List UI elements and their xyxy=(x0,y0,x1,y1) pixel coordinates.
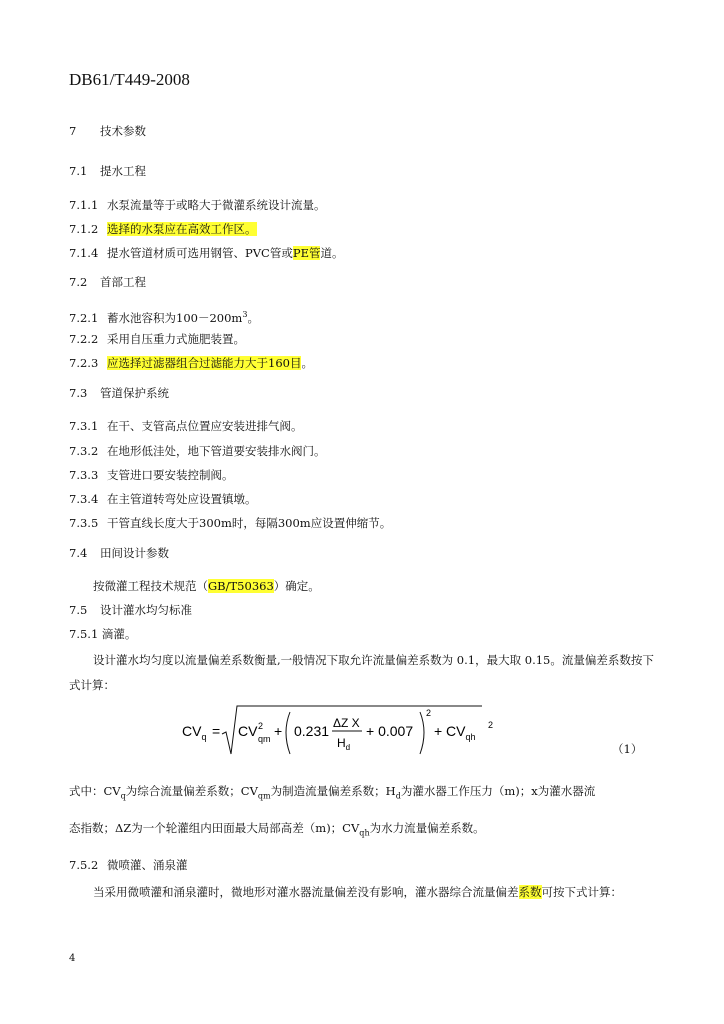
section-7-2-2: 7.2.2 采用自压重力式施肥装置。 xyxy=(69,332,245,346)
section-7-1-4: 7.1.4 提水管道材质可选用钢管、PVC管或PE管道。 xyxy=(69,246,344,260)
formula-1 xyxy=(182,700,502,760)
formula-outer-sup: 2 xyxy=(426,708,432,718)
section-7-3-2: 7.3.2 在地形低洼处，地下管道要安装排水阀门。 xyxy=(69,444,326,458)
section-7-3: 7.3 管道保护系统 xyxy=(69,386,169,400)
formula-plus-2: + xyxy=(434,723,443,739)
section-7-3-3: 7.3.3 支管进口要安装控制阀。 xyxy=(69,468,234,482)
section-7-5-2: 7.5.2 微喷灌、涌泉灌 xyxy=(69,858,188,872)
formula-lhs: $CV_q$ xyxy=(182,723,207,742)
section-7-4: 7.4 田间设计参数 xyxy=(69,546,169,560)
section-7-2-3: 7.2.3 应选择过滤器组合过滤能力大于160目。 xyxy=(69,356,313,370)
highlight: 应选择过滤器组合过滤能力大于160目 xyxy=(107,356,302,370)
document-code: DB61/T449-2008 xyxy=(69,70,190,89)
formula-cvqm-sub: qm xyxy=(258,734,271,744)
section-7-5-1-body: 设计灌水均匀度以流量偏差系数衡量,一般情况下取允许流量偏差系数为 0.1，最大取 0.15。流量偏差系数按下式计算： xyxy=(69,653,654,692)
formula-equals: = xyxy=(212,723,221,739)
section-7: 7 技术参数 xyxy=(69,124,146,138)
highlight: GB/T50363 xyxy=(208,579,274,593)
formula-const: + 0.007 xyxy=(366,723,414,739)
formula-numerator: ΔZ X xyxy=(333,716,360,730)
section-7-3-5: 7.3.5 干管直线长度大于300m时，每隔300m应设置伸缩节。 xyxy=(69,516,392,530)
page-number: 4 xyxy=(69,953,76,964)
formula-cvqh-sup: 2 xyxy=(488,720,494,730)
section-7-3-1: 7.3.1 在干、支管高点位置应安装进排气阀。 xyxy=(69,419,303,433)
right-paren xyxy=(420,712,424,754)
section-7-1-2: 7.1.2 选择的水泵应在高效工作区。 xyxy=(69,222,257,236)
formula-denominator: $H_d$ xyxy=(337,736,351,752)
formula-svg xyxy=(182,700,502,760)
equation-number: （1） xyxy=(612,742,643,756)
formula-cvqm-sup: 2 xyxy=(258,721,264,731)
section-7-2: 7.2 首部工程 xyxy=(69,275,146,289)
section-7-5: 7.5 设计灌水均匀标准 xyxy=(69,603,192,617)
section-7-2-1: 7.2.1 蓄水池容积为$100-200m^3$。 xyxy=(69,310,259,325)
formula-cvqh: $CV_{qh}$ xyxy=(446,723,476,742)
formula-cvqm: CV xyxy=(238,723,258,739)
formula-where-line-2: 态指数；ΔZ为一个轮灌组内田面最大局部高差（m)；$CV_{qh}$为水力流量偏差系数。 xyxy=(69,821,485,838)
section-7-3-4: 7.3.4 在主管道转弯处应设置镇墩。 xyxy=(69,492,257,506)
section-7-4-body: 按微灌工程技术规范（GB/T50363）确定。 xyxy=(93,579,320,593)
formula-plus: + xyxy=(274,723,283,739)
section-7-1-1: 7.1.1 水泵流量等于或略大于微灌系统设计流量。 xyxy=(69,198,326,212)
highlight: PE管 xyxy=(292,246,321,260)
section-7-5-2-body: 当采用微喷灌和涌泉灌时，微地形对灌水器流量偏差没有影响，灌水器综合流量偏差系数可按下式计算： xyxy=(93,885,622,899)
section-7-1: 7.1 提水工程 xyxy=(69,164,146,178)
highlight: 系数 xyxy=(518,885,542,899)
formula-coef: 0.231 xyxy=(294,723,330,739)
formula-where-line-1: 式中：$CV_q$为综合流量偏差系数；$CV_{qm}$为制造流量偏差系数；$H_d$为灌水器工作压力（m)；x为灌水器流 xyxy=(69,784,596,801)
highlight: 选择的水泵应在高效工作区。 xyxy=(107,222,257,236)
section-7-5-1: 7.5.1 滴灌。 xyxy=(69,627,137,641)
left-paren xyxy=(286,712,290,754)
